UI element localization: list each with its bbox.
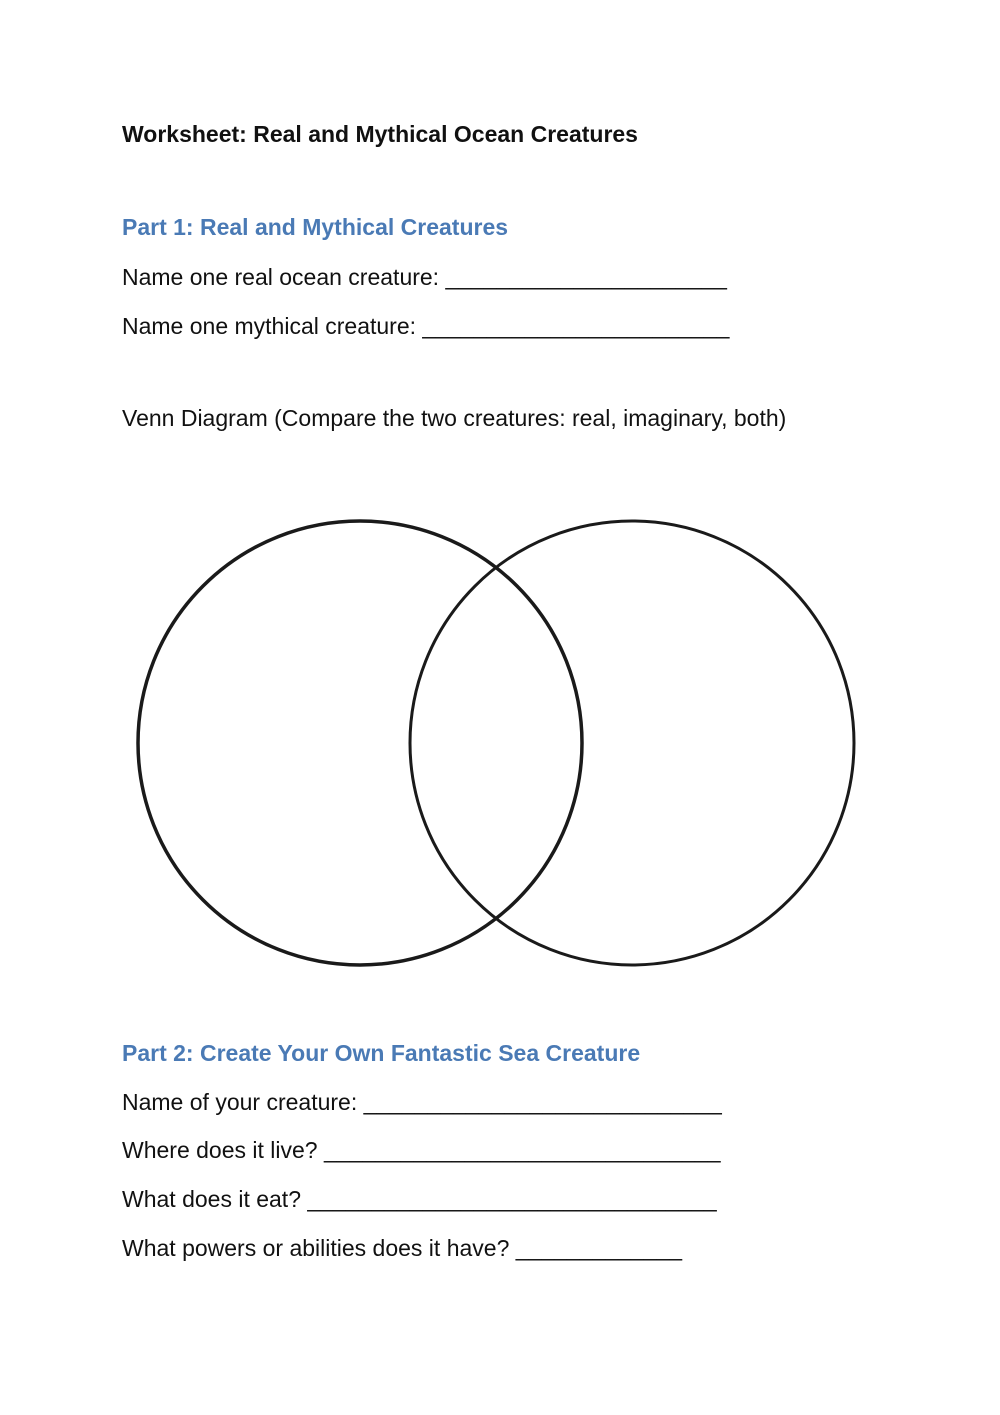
diet-prompt: What does it eat? ________________________________ [122,1186,717,1212]
creature-name-prompt: Name of your creature: ____________________________ [122,1089,722,1115]
worksheet-title: Worksheet: Real and Mythical Ocean Creatures [122,121,638,147]
real-creature-prompt: Name one real ocean creature: ______________________ [122,264,727,290]
abilities-prompt: What powers or abilities does it have? _____________ [122,1235,683,1261]
venn-instruction: Venn Diagram (Compare the two creatures: real, imaginary, both) [122,405,787,431]
venn-right-circle [410,521,854,965]
venn-left-circle [138,521,582,965]
mythical-creature-prompt: Name one mythical creature: ________________________ [122,313,730,339]
habitat-prompt: Where does it live? _______________________________ [122,1137,721,1163]
part2-heading: Part 2: Create Your Own Fantastic Sea Creature [122,1040,641,1066]
part1-heading: Part 1: Real and Mythical Creatures [122,214,509,240]
